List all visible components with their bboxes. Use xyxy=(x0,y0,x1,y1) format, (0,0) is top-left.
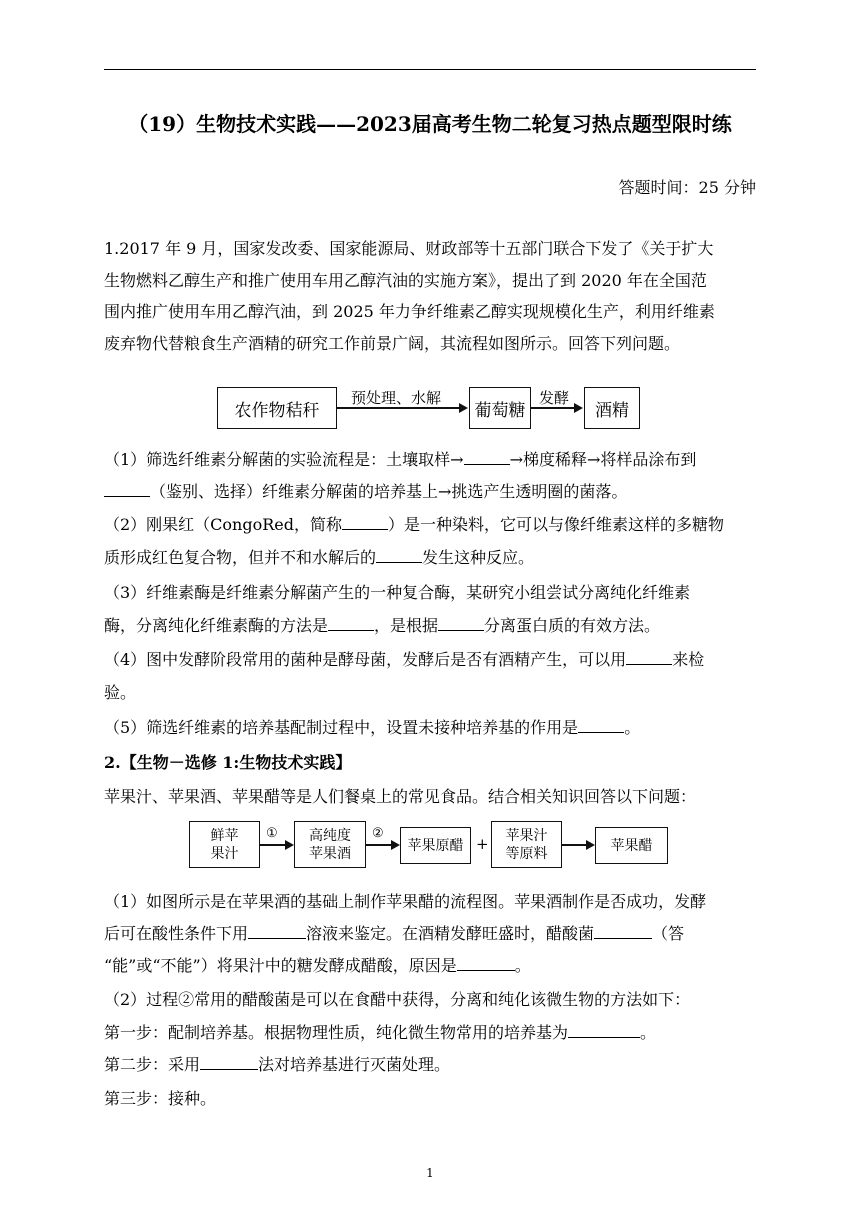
text: ，是根据 xyxy=(374,616,439,635)
answer-blank[interactable] xyxy=(342,513,388,530)
flow-box-vinegar: 苹果醋 xyxy=(595,827,668,864)
answer-blank[interactable] xyxy=(568,1021,640,1038)
plus-sign: + xyxy=(476,835,489,853)
answer-blank[interactable] xyxy=(457,954,515,971)
answer-blank[interactable] xyxy=(438,614,484,631)
flow-box-cider xyxy=(294,821,366,868)
answer-blank[interactable] xyxy=(594,922,652,939)
text: 果汁 xyxy=(210,845,239,862)
arrow-right-icon xyxy=(391,840,400,850)
q2-s1-line2 xyxy=(104,921,684,944)
flow-box-raw-vinegar: 苹果原醋 xyxy=(400,827,471,864)
answer-blank[interactable] xyxy=(464,448,510,465)
header-rule xyxy=(104,69,756,70)
text: 溶液来鉴定。在酒精发酵旺盛时，醋酸菌 xyxy=(306,924,595,943)
text: （4）图中发酵阶段常用的菌种是酵母菌，发酵后是否有酒精产生，可以用 xyxy=(104,650,627,669)
flow-box-glucose: 葡萄糖 xyxy=(469,387,531,429)
q1-intro-line: 围内推广使用车用乙醇汽油，到 2025 年力争纤维素乙醇实现规模化生产，利用纤维素 xyxy=(104,302,715,321)
arrow-right-icon xyxy=(459,403,468,413)
text: （1）如图所示是在苹果酒的基础上制作苹果醋的流程图。苹果酒制作是否成功，发酵 xyxy=(104,892,707,911)
flow-box-fresh-juice xyxy=(189,821,260,868)
answer-blank[interactable] xyxy=(200,1053,258,1070)
text: （2）过程②常用的醋酸菌是可以在食醋中获得，分离和纯化该微生物的方法如下： xyxy=(104,990,691,1009)
q2-step1 xyxy=(104,1020,656,1043)
text: 后可在酸性条件下用 xyxy=(104,924,249,943)
answer-blank[interactable] xyxy=(578,716,624,733)
arrow-right-icon xyxy=(586,840,595,850)
text: ）是一种染料，它可以与像纤维素这样的多糖物 xyxy=(388,515,725,534)
text: （3）纤维素酶是纤维素分解菌产生的一种复合酶，某研究小组尝试分离纯化纤维素 xyxy=(104,583,691,602)
flow-arrow-line xyxy=(260,844,286,846)
answer-blank[interactable] xyxy=(104,480,150,497)
text: 发生这种反应。 xyxy=(422,548,535,567)
text: →梯度稀释→将样品涂布到 xyxy=(509,450,697,469)
text: 苹果酒 xyxy=(309,845,351,862)
text: （5）筛选纤维素的培养基配制过程中，设置未接种培养基的作用是 xyxy=(104,718,579,737)
answer-blank[interactable] xyxy=(248,922,306,939)
text: （鉴别、选择）纤维素分解菌的培养基上→挑选产生透明圈的菌落。 xyxy=(150,482,628,501)
q2-intro: 苹果汁、苹果酒、苹果醋等是人们餐桌上的常见食品。结合相关知识回答以下问题： xyxy=(104,787,697,806)
text: 。 xyxy=(640,1023,657,1042)
text: （1）筛选纤维素分解菌的实验流程是：土壤取样→ xyxy=(104,450,464,469)
flow-label-ferment: 发酵 xyxy=(539,389,570,407)
flow-box-straw: 农作物秸秆 xyxy=(217,387,337,429)
flow-box-alcohol: 酒精 xyxy=(584,387,640,429)
answer-time: 答题时间：25 分钟 xyxy=(618,178,756,197)
text: 。 xyxy=(624,718,641,737)
answer-blank[interactable] xyxy=(376,546,422,563)
q1-s2-line2 xyxy=(104,545,534,568)
text: （2）刚果红（CongoRed，简称 xyxy=(104,515,342,534)
text: 法对培养基进行灭菌处理。 xyxy=(258,1055,451,1074)
text: 质形成红色复合物，但并不和水解后的 xyxy=(104,548,377,567)
text: 酶，分离纯化纤维素酶的方法是 xyxy=(104,616,329,635)
text: 来检 xyxy=(672,650,705,669)
q2-heading: 2.【生物－选修 1:生物技术实践】 xyxy=(104,753,352,772)
flow-label-pretreat: 预处理、水解 xyxy=(351,389,442,407)
flow-label-step2: ② xyxy=(372,826,384,841)
q1-s2-line1 xyxy=(104,512,724,535)
q2-s1-line3 xyxy=(104,953,531,976)
text: 等原料 xyxy=(505,845,548,862)
q2-s2-line xyxy=(104,987,690,1010)
q1-intro-line: 废弃物代替粮食生产酒精的研究工作前景广阔，其流程如图所示。回答下列问题。 xyxy=(104,333,681,353)
flow-arrow-line xyxy=(562,844,587,846)
answer-blank[interactable] xyxy=(626,648,672,665)
arrow-right-icon xyxy=(285,840,294,850)
text: （答 xyxy=(652,924,685,943)
page-number: 1 xyxy=(426,1166,434,1180)
q1-intro-line: 1.2017 年 9 月，国家发改委、国家能源局、财政部等十五部门联合下发了《关于扩大 xyxy=(104,239,714,258)
q2-step3: 第三步：接种。 xyxy=(104,1089,217,1108)
text: 验。 xyxy=(104,683,137,702)
q1-s1-line2 xyxy=(104,479,627,502)
q1-intro xyxy=(104,233,756,359)
q1-s4-line2 xyxy=(104,680,136,703)
page-title: （19）生物技术实践——2023届高考生物二轮复习热点题型限时练 xyxy=(128,112,732,136)
q1-s3-line2 xyxy=(104,613,660,636)
flow-label-step1: ① xyxy=(266,826,278,841)
text: “能”或“不能”）将果汁中的糖发酵成醋酸，原因是 xyxy=(104,956,457,975)
text: 第二步：采用 xyxy=(104,1055,201,1074)
q1-s3-line1 xyxy=(104,580,690,603)
text: 鲜苹 xyxy=(210,827,239,844)
arrow-right-icon xyxy=(574,403,583,413)
q2-step2 xyxy=(104,1052,450,1075)
answer-blank[interactable] xyxy=(328,614,374,631)
text: 。 xyxy=(514,956,531,975)
text: 分离蛋白质的有效方法。 xyxy=(484,616,661,635)
text: 苹果汁 xyxy=(505,827,548,844)
flow-box-juice-materials xyxy=(491,821,562,868)
q1-intro-line: 生物燃料乙醇生产和推广使用车用乙醇汽油的实施方案》，提出了到 2020 年在全国范 xyxy=(104,270,707,290)
text: 高纯度 xyxy=(309,827,351,844)
q1-s1-line1 xyxy=(104,447,696,470)
q1-s4-line1 xyxy=(104,647,704,670)
q2-s1-line1 xyxy=(104,889,706,912)
text: 第一步：配制培养基。根据物理性质，纯化微生物常用的培养基为 xyxy=(104,1023,569,1042)
q1-s5-line xyxy=(104,715,640,738)
flow-arrow-line xyxy=(366,844,392,846)
